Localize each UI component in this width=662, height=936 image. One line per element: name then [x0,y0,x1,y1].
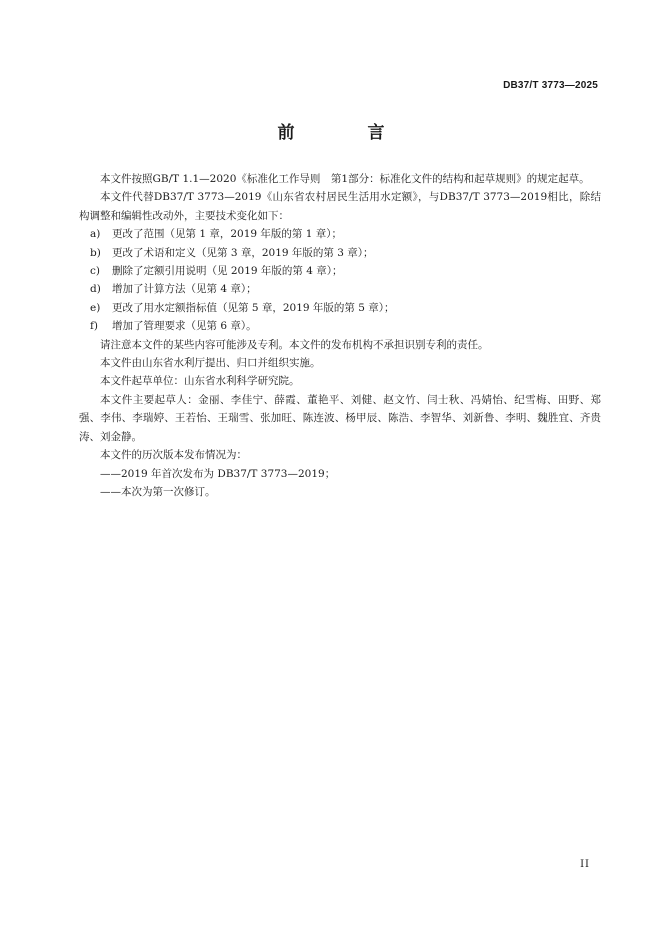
document-code: DB37/T 3773—2025 [503,80,598,91]
history-item: ——2019 年首次发布为 DB37/T 3773—2019； [100,467,336,480]
list-item [79,280,601,298]
list-item-text: 删除了定额引用说明（见 2019 年版的第 4 章）； [112,265,343,278]
foreword-body [79,170,601,501]
list-item-text: 更改了范围（见第 1 章，2019 年版的第 1 章）； [112,228,343,241]
list-item [79,317,601,335]
list-item-text: 增加了计算方法（见第 4 章）； [112,283,257,296]
list-item-text: 更改了术语和定义（见第 3 章，2019 年版的第 3 章）； [112,246,374,259]
paragraph-basis: 本文件按照GB/T 1.1—2020《标准化工作导则 第1部分：标准化文件的结构和起草规则》的规定起草。 [100,173,590,185]
changes-list [79,225,601,335]
paragraph-history-intro: 本文件的历次版本发布情况为： [100,449,247,462]
page-number: II [580,859,590,870]
list-item-mark: d) [90,283,101,296]
paragraph-patent: 请注意本文件的某些内容可能涉及专利。本文件的发布机构不承担识别专利的责任。 [100,338,489,351]
list-item-mark: a) [90,228,101,241]
paragraph-drafting-unit: 本文件起草单位：山东省水利科学研究院。 [100,375,300,388]
list-item [79,262,601,280]
list-item-mark: c) [90,265,100,278]
list-item-mark: b) [90,246,101,259]
paragraph-proposer: 本文件由山东省水利厅提出、归口并组织实施。 [100,357,321,370]
page-title: 前 言 [277,123,413,143]
history-item: ——本次为第一次修订。 [100,485,216,498]
list-item [79,299,601,317]
paragraph-replacement: 本文件代替DB37/T 3773—2019《山东省农村居民生活用水定额》，与DB37/T 3773—2019相比，除结构调整和编辑性改动外，主要技术变化如下： [79,191,601,222]
list-item [79,225,601,243]
paragraph-drafters: 本文件主要起草人：金丽、李佳宁、薛霞、董艳平、刘健、赵文竹、闫士秋、冯婧怡、纪雪梅、田野、郑强、李伟、李瑞婷、王若怡、王瑞雪、张加旺、陈连波、杨甲辰、陈浩、李智华、刘新鲁、李明、魏胜宜、齐贵涛、刘金静。 [79,393,601,443]
list-item-mark: f) [90,320,98,333]
list-item-mark: e) [90,301,101,314]
list-item [79,244,601,262]
list-item-text: 更改了用水定额指标值（见第 5 章，2019 年版的第 5 章）； [112,301,395,314]
list-item-text: 增加了管理要求（见第 6 章）。 [112,320,257,333]
